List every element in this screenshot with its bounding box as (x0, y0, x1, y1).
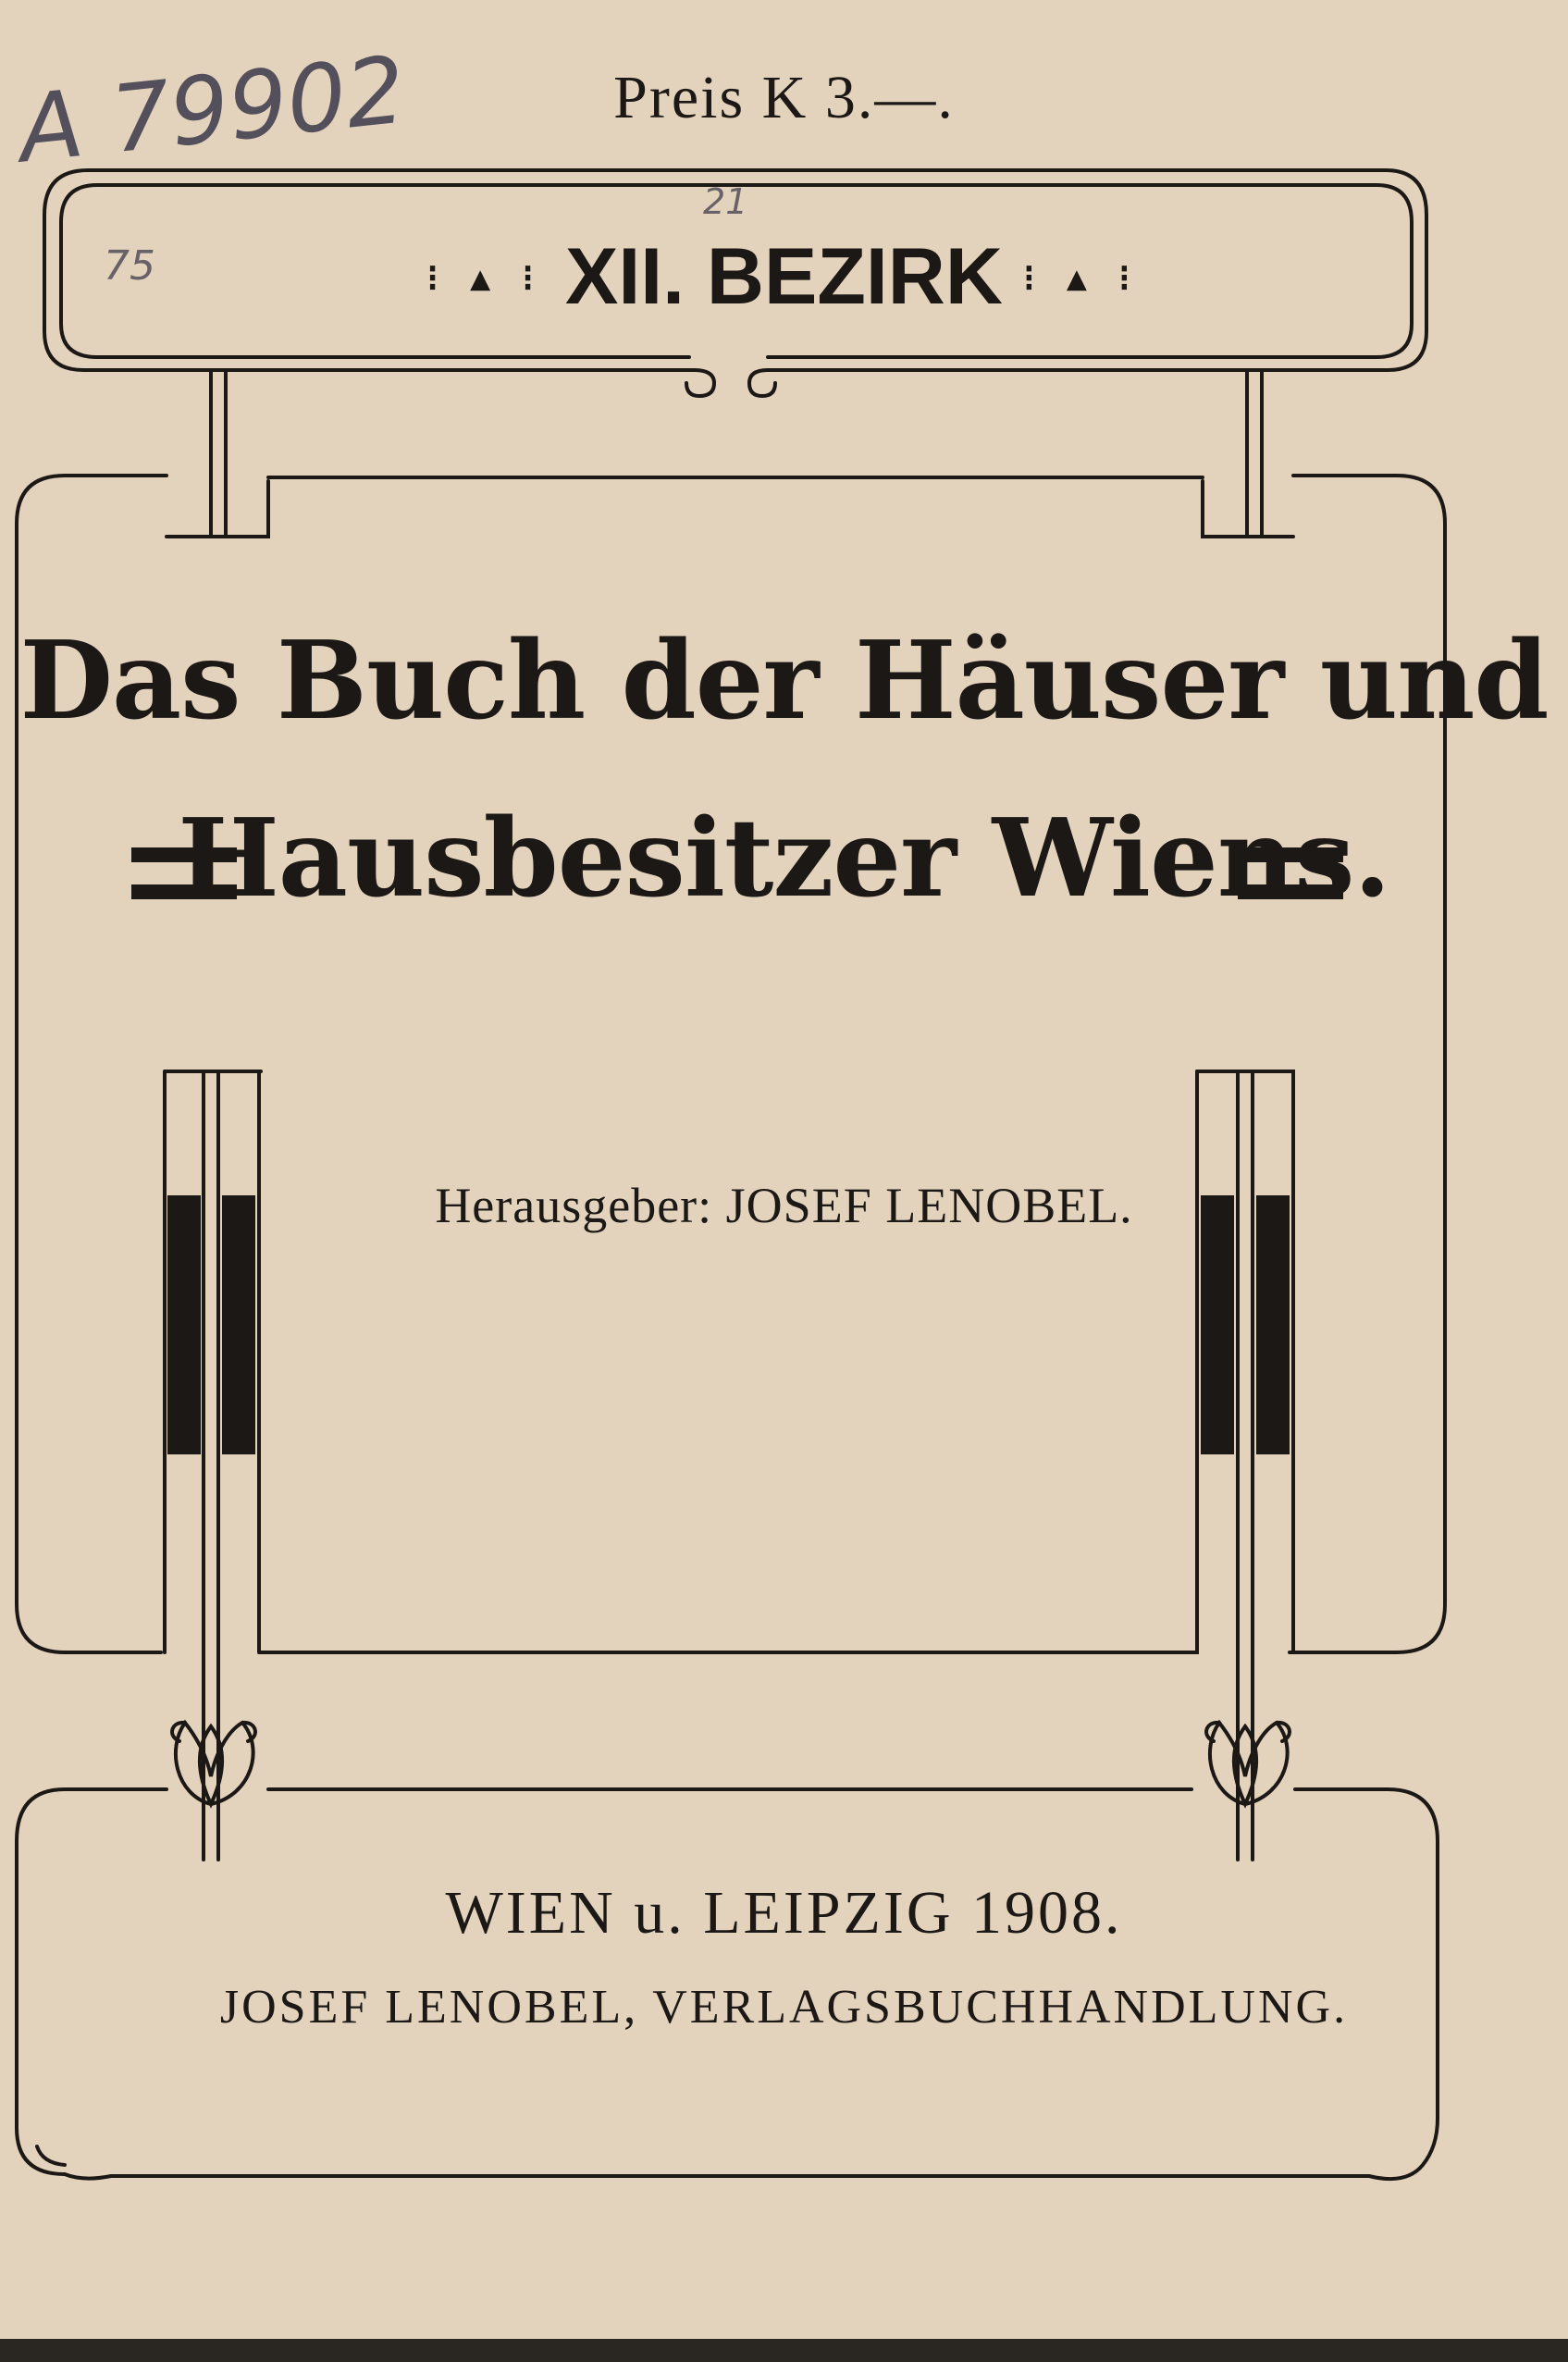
price-label: Preis K 3.—. (613, 64, 955, 131)
header-curl-right (749, 370, 775, 396)
imprint-place-year: WIEN u. LEIPZIG 1908. (445, 1879, 1123, 1947)
ornament-right: ⁝ ▴ ⁝ (1023, 258, 1142, 299)
handwritten-note-top: 21 (703, 181, 748, 222)
hanger-right (1203, 370, 1293, 537)
black-bar-left-inner (222, 1195, 255, 1454)
page-bottom-edge (0, 2339, 1568, 2362)
library-signature: A 79902 (14, 35, 411, 184)
hanger-left (167, 370, 268, 537)
district-label: XII. BEZIRK (564, 232, 1004, 321)
title-line-2: Hausbesitzer Wiens. (178, 796, 1390, 921)
ornament-left: ⁝ ▴ ⁝ (426, 258, 545, 299)
flower-ornament-left (172, 1723, 255, 1804)
black-bar-right-inner (1201, 1195, 1234, 1454)
title-line-1: Das Buch der Häuser und (19, 618, 1549, 744)
inner-panel (259, 1071, 1197, 1652)
black-bar-right-outer (1256, 1195, 1290, 1454)
district-heading (0, 231, 1568, 323)
editor-line: Herausgeber: JOSEF LENOBEL. (435, 1178, 1133, 1233)
imprint-publisher: JOSEF LENOBEL, VERLAGSBUCHHANDLUNG. (219, 1981, 1349, 2034)
header-curl-left (686, 370, 714, 396)
black-bar-left-outer (167, 1195, 201, 1454)
handwritten-note-left: 75 (104, 242, 155, 290)
imprint-box-inner (37, 2146, 65, 2165)
flower-ornament-right (1206, 1723, 1290, 1804)
